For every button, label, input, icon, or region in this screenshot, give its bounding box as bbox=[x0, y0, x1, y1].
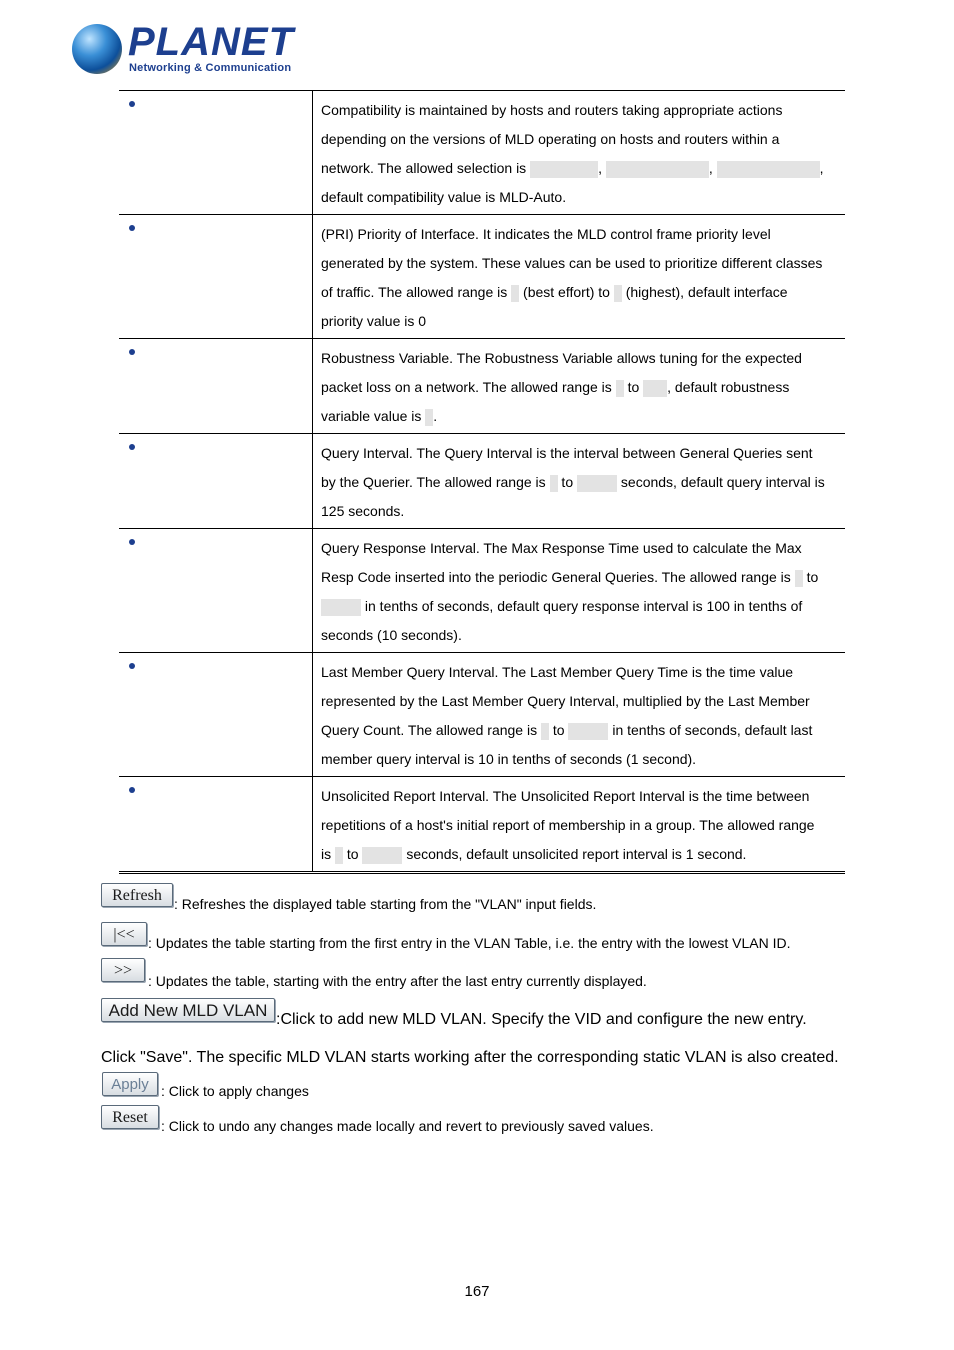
description-text: seconds (10 seconds). bbox=[321, 627, 462, 643]
redacted-value bbox=[717, 161, 820, 178]
description-text: variable value is bbox=[321, 408, 426, 424]
redacted-value bbox=[643, 380, 667, 397]
parameter-description bbox=[313, 215, 846, 339]
description-text: Compatibility is maintained by hosts and routers taking appropriate actions bbox=[321, 102, 783, 118]
description-text: . bbox=[433, 408, 438, 424]
description-text: (PRI) Priority of Interface. It indicates the MLD control frame priority level bbox=[321, 226, 771, 242]
description-text: , bbox=[598, 160, 606, 176]
description-text: represented by the Last Member Query Interval, multiplied by the Last Member bbox=[321, 693, 810, 709]
description-text: to bbox=[623, 379, 644, 395]
parameter-name-cell bbox=[119, 339, 313, 434]
planet-logo bbox=[72, 20, 294, 78]
parameter-name-cell bbox=[119, 653, 313, 777]
save-note: Click "Save". The specific MLD VLAN starts working after the corresponding static VLAN is also created. bbox=[101, 1049, 839, 1066]
description-text: seconds, default query interval is bbox=[617, 474, 825, 490]
description-line bbox=[321, 497, 839, 526]
description-line bbox=[321, 307, 839, 336]
description-line bbox=[321, 563, 839, 592]
description-line bbox=[321, 373, 839, 402]
description-text: , bbox=[819, 160, 824, 176]
logo-tagline: Networking & Communication bbox=[129, 62, 292, 74]
description-line bbox=[321, 125, 839, 154]
description-text: repetitions of a host's initial report of membership in a group. The allowed range bbox=[321, 817, 815, 833]
description-text: in tenths of seconds, default last bbox=[608, 722, 813, 738]
description-text: packet loss on a network. The allowed range is bbox=[321, 379, 616, 395]
parameter-name-cell bbox=[119, 215, 313, 339]
first-page-description: : Updates the table starting from the first entry in the VLAN Table, i.e. the entry with the lowest VLAN ID. bbox=[148, 935, 791, 951]
redacted-value bbox=[550, 475, 558, 492]
description-text: , bbox=[708, 160, 717, 176]
redacted-value bbox=[606, 161, 709, 178]
next-page-description: : Updates the table, starting with the entry after the last entry currently displayed. bbox=[148, 973, 647, 989]
parameter-name-cell bbox=[119, 529, 313, 653]
description-line bbox=[321, 716, 839, 745]
description-text: priority value is 0 bbox=[321, 313, 427, 329]
redacted-value bbox=[577, 475, 617, 492]
next-page-button[interactable]: >> bbox=[101, 958, 145, 982]
description-text: Unsolicited Report Interval. The Unsolicited Report Interval is the time between bbox=[321, 788, 810, 804]
description-line bbox=[321, 534, 839, 563]
description-text: Query Response Interval. The Max Response Time used to calculate the Max bbox=[321, 540, 802, 556]
parameter-description bbox=[313, 529, 846, 653]
bullet-icon bbox=[129, 225, 135, 231]
globe-icon bbox=[72, 24, 122, 74]
description-line bbox=[321, 344, 839, 373]
description-text: Resp Code inserted into the periodic General Queries. The allowed range is bbox=[321, 569, 795, 585]
description-text: seconds, default unsolicited report interval is 1 second. bbox=[402, 846, 747, 862]
redacted-value bbox=[511, 285, 519, 302]
description-line bbox=[321, 468, 839, 497]
redacted-value bbox=[335, 847, 343, 864]
redacted-value bbox=[362, 847, 402, 864]
parameter-name-cell bbox=[119, 91, 313, 215]
parameter-description bbox=[313, 777, 846, 873]
description-text: 125 seconds. bbox=[321, 503, 405, 519]
description-line bbox=[321, 687, 839, 716]
parameter-description bbox=[313, 339, 846, 434]
redacted-value bbox=[321, 599, 361, 616]
first-page-button[interactable]: |<< bbox=[101, 922, 147, 946]
description-line bbox=[321, 782, 839, 811]
description-line bbox=[321, 154, 839, 183]
bullet-icon bbox=[129, 444, 135, 450]
redacted-value bbox=[616, 380, 624, 397]
reset-description: : Click to undo any changes made locally and revert to previously saved values. bbox=[161, 1118, 654, 1134]
description-line bbox=[321, 402, 839, 431]
description-text: Query Interval. The Query Interval is the interval between General Queries sent bbox=[321, 445, 813, 461]
description-line bbox=[321, 745, 839, 774]
description-text: default compatibility value is MLD-Auto. bbox=[321, 189, 567, 205]
table-row bbox=[119, 653, 845, 777]
redacted-value bbox=[614, 285, 622, 302]
table-row bbox=[119, 777, 845, 873]
reset-button[interactable]: Reset bbox=[101, 1105, 159, 1129]
page-number: 167 bbox=[464, 1283, 490, 1300]
table-row bbox=[119, 339, 845, 434]
table-row bbox=[119, 91, 845, 215]
description-text: to bbox=[343, 846, 363, 862]
description-text: by the Querier. The allowed range is bbox=[321, 474, 550, 490]
description-text: member query interval is 10 in tenths of seconds (1 second). bbox=[321, 751, 697, 767]
redacted-value bbox=[530, 161, 598, 178]
description-line bbox=[321, 249, 839, 278]
description-text: to bbox=[802, 569, 819, 585]
bullet-icon bbox=[129, 349, 135, 355]
parameter-name-cell bbox=[119, 434, 313, 529]
description-text: network. The allowed selection is bbox=[321, 160, 531, 176]
description-text: (highest), default interface bbox=[621, 284, 788, 300]
logo-brand: PLANET bbox=[128, 20, 294, 64]
description-text: is bbox=[321, 846, 335, 862]
redacted-value bbox=[568, 723, 608, 740]
description-text: depending on the versions of MLD operating on hosts and routers within a bbox=[321, 131, 780, 147]
description-text: (best effort) to bbox=[519, 284, 614, 300]
description-line bbox=[321, 658, 839, 687]
description-line bbox=[321, 840, 839, 869]
description-text: , default robustness bbox=[667, 379, 790, 395]
description-line bbox=[321, 811, 839, 840]
description-text: in tenths of seconds, default query response interval is 100 in tenths of bbox=[361, 598, 803, 614]
description-text: Query Count. The allowed range is bbox=[321, 722, 541, 738]
description-text: of traffic. The allowed range is bbox=[321, 284, 512, 300]
parameter-description bbox=[313, 91, 846, 215]
redacted-value bbox=[795, 570, 803, 587]
parameter-name-cell bbox=[119, 777, 313, 873]
table-row bbox=[119, 434, 845, 529]
description-line bbox=[321, 183, 839, 212]
add-new-mld-vlan-button[interactable]: Add New MLD VLAN bbox=[101, 998, 275, 1022]
description-text: to bbox=[548, 722, 569, 738]
description-text: to bbox=[557, 474, 578, 490]
description-text: generated by the system. These values can be used to prioritize different classes bbox=[321, 255, 823, 271]
parameter-description bbox=[313, 653, 846, 777]
description-line bbox=[321, 278, 839, 307]
description-line bbox=[321, 621, 839, 650]
table-row bbox=[119, 529, 845, 653]
apply-description: : Click to apply changes bbox=[161, 1083, 309, 1099]
bullet-icon bbox=[129, 663, 135, 669]
parameter-table bbox=[119, 90, 845, 874]
description-line bbox=[321, 220, 839, 249]
add-new-description: :Click to add new MLD VLAN. Specify the VID and configure the new entry. bbox=[276, 1011, 807, 1028]
refresh-button[interactable]: Refresh bbox=[101, 883, 173, 907]
refresh-description: : Refreshes the displayed table starting from the "VLAN" input fields. bbox=[174, 896, 597, 912]
description-text: Robustness Variable. The Robustness Variable allows tuning for the expected bbox=[321, 350, 802, 366]
redacted-value bbox=[541, 723, 549, 740]
apply-button[interactable]: Apply bbox=[102, 1072, 158, 1096]
bullet-icon bbox=[129, 101, 135, 107]
bullet-icon bbox=[129, 539, 135, 545]
bullet-icon bbox=[129, 787, 135, 793]
description-line bbox=[321, 592, 839, 621]
parameter-description bbox=[313, 434, 846, 529]
table-row bbox=[119, 215, 845, 339]
description-line bbox=[321, 439, 839, 468]
description-line bbox=[321, 96, 839, 125]
description-text: Last Member Query Interval. The Last Member Query Time is the time value bbox=[321, 664, 794, 680]
